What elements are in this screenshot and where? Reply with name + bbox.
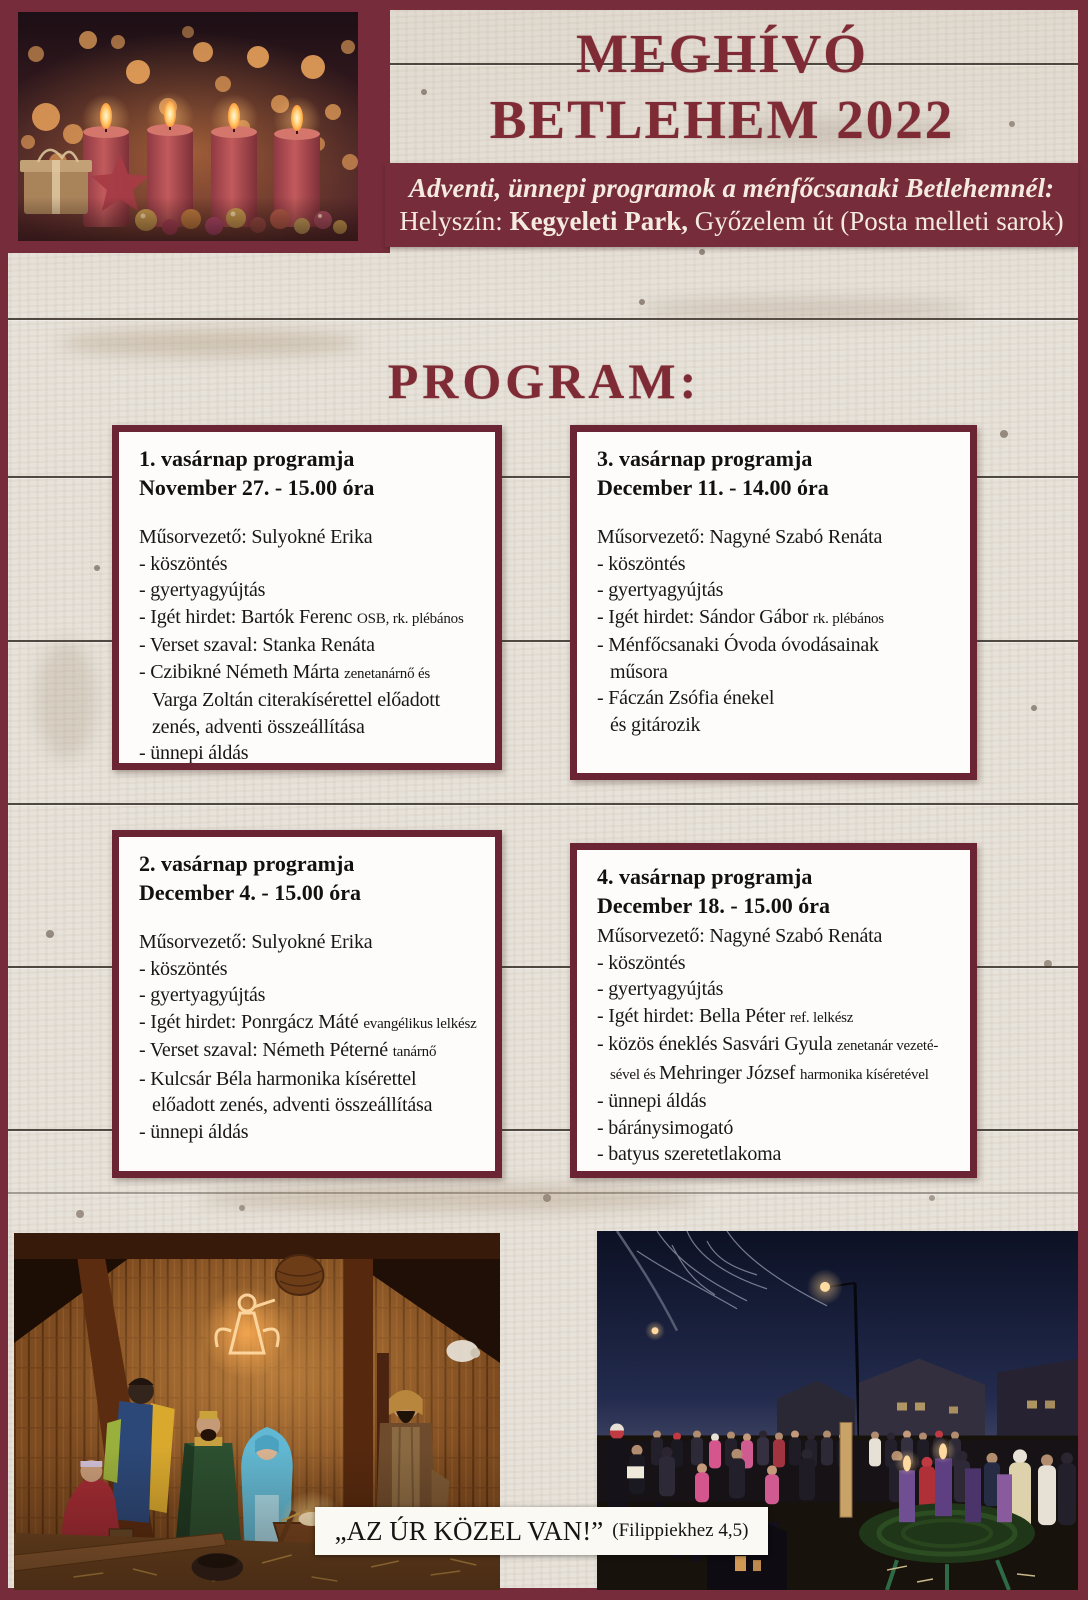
program-line: - báránysimogató (597, 1116, 734, 1139)
program-line: - gyertyagyújtás (139, 579, 266, 601)
box-header-line: 4. vasárnap programja (597, 864, 813, 889)
box-header-line: November 27. - 15.00 óra (139, 475, 375, 500)
program-line: - Verset szaval: Stanka Renáta (139, 634, 375, 656)
page-title-line1: MEGHÍVÓ (575, 22, 869, 84)
program-line: Műsorvezető: Nagyné Szabó Renáta (597, 526, 883, 548)
box-header (597, 862, 962, 920)
program-line: Műsorvezető: Sulyokné Erika (139, 931, 373, 953)
quote-reference: (Filippiekhez 4,5) (612, 1520, 749, 1541)
purple-candle (965, 1468, 981, 1522)
program-line: - közös éneklés Sasvári Gyula zenetanár vezeté- (597, 1033, 939, 1055)
header (390, 10, 1078, 163)
advent-candles-photo-frame (0, 0, 390, 253)
location-prefix: Helyszín: (399, 206, 510, 236)
program-line: - köszöntés (139, 957, 228, 980)
page-border-top (0, 0, 1088, 10)
program-line: zenés, adventi összeállítása (152, 715, 365, 738)
program-line: - ünnepi áldás (597, 1090, 707, 1112)
box-header-line: December 11. - 14.00 óra (597, 475, 829, 500)
box-body (139, 524, 487, 767)
program-line: - köszöntés (597, 951, 686, 974)
plank-seam (8, 803, 1078, 805)
program-line: és gitározik (610, 713, 701, 736)
advent-candles-photo (18, 12, 358, 241)
program-line: - Igét hirdet: Bartók Ferenc OSB, rk. plébános (139, 605, 464, 628)
wood-stain (36, 640, 96, 760)
box-body (139, 929, 487, 1145)
program-box-1 (112, 425, 502, 770)
banner-subtitle: Adventi, ünnepi programok a ménfőcsanaki Betlehemnél: (408, 173, 1055, 203)
page-border-right (1078, 0, 1088, 1600)
page-title-line2: BETLEHEM 2022 (489, 88, 955, 150)
box-body (597, 923, 962, 1168)
purple-candle (899, 1470, 915, 1522)
song-sheet (627, 1466, 644, 1478)
program-line: Műsorvezető: Sulyokné Erika (139, 526, 373, 548)
box-body (597, 524, 962, 738)
box-header-line: 1. vasárnap programja (139, 446, 355, 471)
wood-stain (640, 298, 970, 320)
pink-candle (997, 1474, 1012, 1522)
program-line: - Kulcsár Béla harmonika kísérettel (139, 1067, 417, 1090)
page-border-left (0, 0, 8, 1600)
wooden-stake (840, 1422, 852, 1517)
bible-quote-band (315, 1507, 768, 1555)
program-line: - Verset szaval: Németh Péterné tanárnő (139, 1039, 437, 1061)
program-line: Varga Zoltán citerakísérettel előadott (152, 689, 441, 711)
program-line: - Igét hirdet: Sándor Gábor rk. plébános (597, 605, 884, 628)
program-line: - köszöntés (597, 552, 686, 575)
program-line: - gyertyagyújtás (597, 579, 724, 601)
purple-candle (935, 1458, 952, 1516)
program-line: előadott zenés, adventi összeállítása (152, 1094, 433, 1116)
program-line: - Czibikné Németh Márta zenetanárnő és (139, 660, 431, 683)
box-header (139, 444, 487, 502)
box-header (597, 444, 962, 502)
program-line: Műsorvezető: Nagyné Szabó Renáta (597, 925, 883, 947)
wood-stain (200, 1185, 700, 1211)
program-line: - ünnepi áldás (139, 742, 249, 764)
program-line: - ünnepi áldás (139, 1120, 249, 1143)
program-box-4 (570, 843, 977, 1178)
program-line: sével és Mehringer József harmonika kíséretével (610, 1061, 929, 1084)
box-header-line: December 18. - 15.00 óra (597, 893, 830, 918)
program-line: - gyertyagyújtás (597, 978, 724, 1000)
photo-vignette (18, 197, 358, 241)
banner-location (399, 206, 1063, 237)
program-line: - gyertyagyújtás (139, 984, 266, 1006)
program-line: - köszöntés (139, 552, 228, 575)
program-box-3 (570, 425, 977, 780)
box-header-line: December 4. - 15.00 óra (139, 880, 361, 905)
program-line: - Igét hirdet: Ponrgácz Máté evangélikus lelkész (139, 1010, 477, 1033)
box-header-line: 3. vasárnap programja (597, 446, 813, 471)
box-header-line: 2. vasárnap programja (139, 851, 355, 876)
box-header (139, 849, 487, 907)
program-line: műsora (610, 660, 668, 683)
plank-seam (8, 318, 1078, 320)
program-line: - batyus szeretetlakoma (597, 1143, 782, 1165)
section-title: PROGRAM: (387, 353, 701, 409)
program-line: - Ménfőcsanaki Óvoda óvodásainak (597, 634, 879, 656)
quote-text: „AZ ÚR KÖZEL VAN!” (334, 1515, 604, 1546)
location-park: Kegyeleti Park, (509, 206, 689, 236)
program-line: - Igét hirdet: Bella Péter ref. lelkész (597, 1004, 854, 1027)
program-box-2 (112, 830, 502, 1178)
location-banner (385, 163, 1078, 247)
location-suffix: Győzelem út (Posta melleti sarok) (688, 206, 1064, 236)
program-line: - Fáczán Zsófia énekel (597, 687, 775, 709)
